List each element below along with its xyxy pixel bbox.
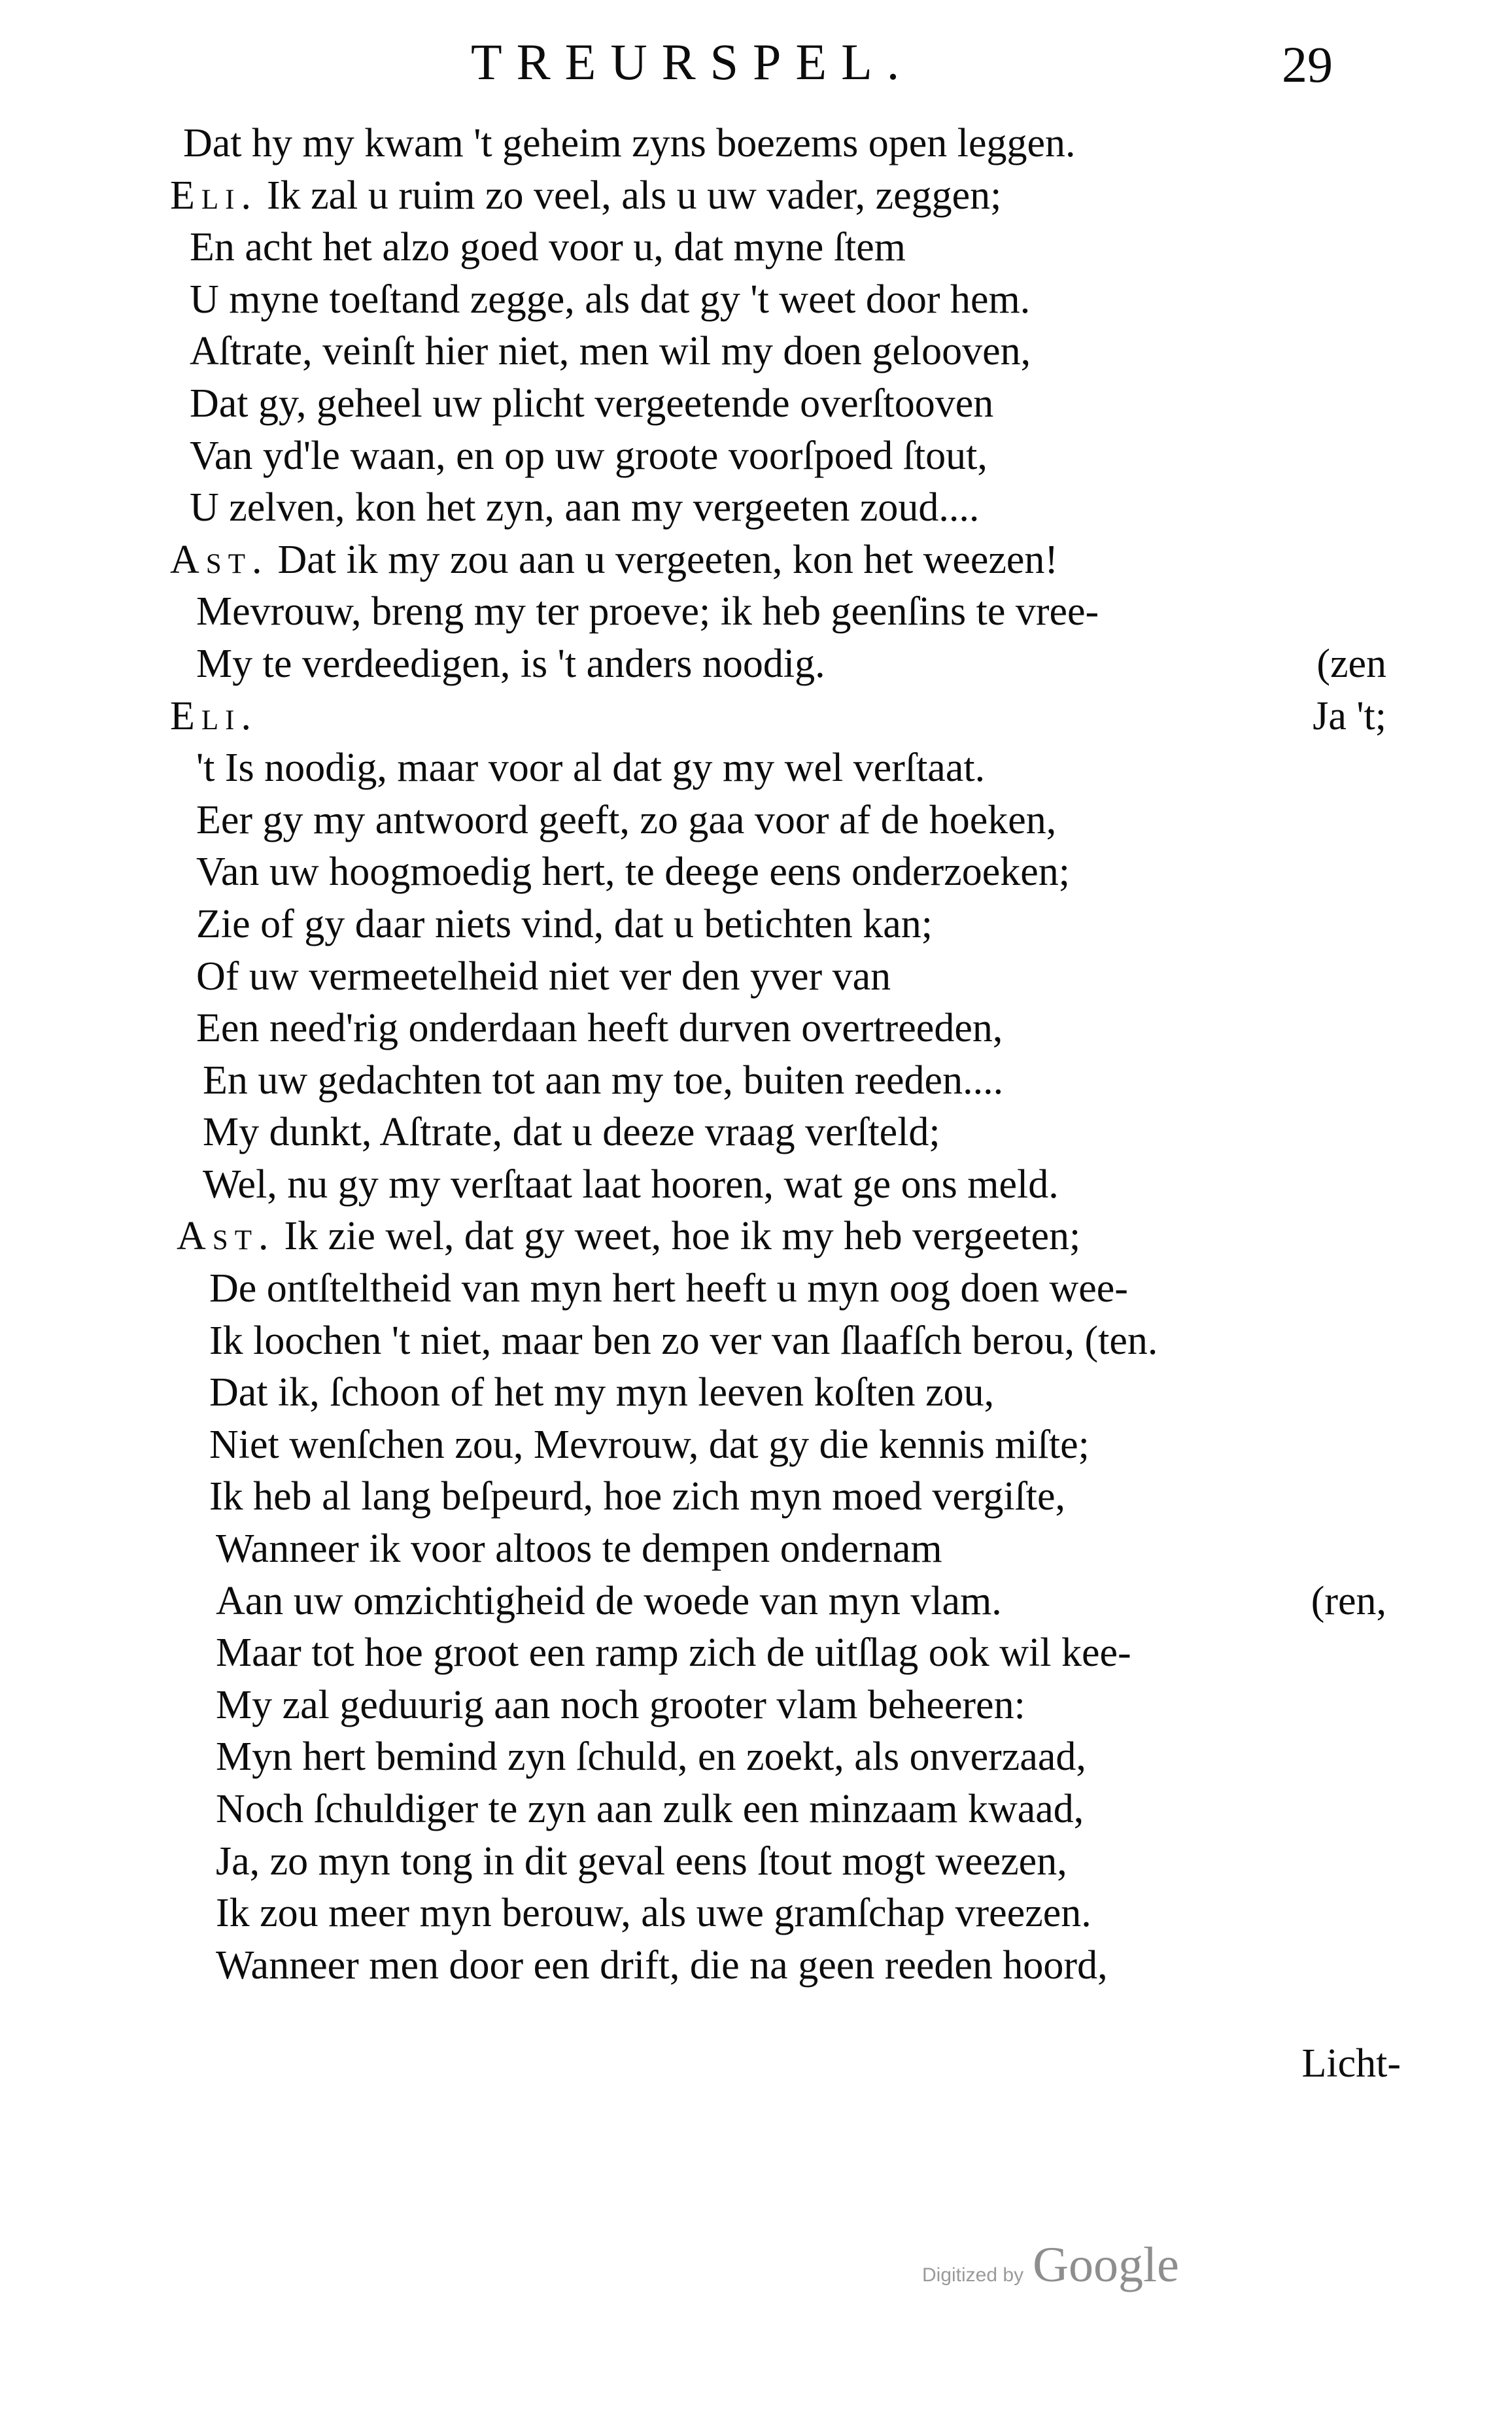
verse-line <box>170 1107 1413 1159</box>
verse-text: En acht het alzo goed voor u, dat myne ſtem <box>190 225 906 270</box>
verse-text: My te verdeedigen, is 't anders noodig. <box>196 641 825 686</box>
catchword: Licht- <box>1301 2041 1401 2086</box>
verse-line <box>170 1836 1413 1888</box>
verse-text: Mevrouw, breng my ter proeve; ik heb geenſins te vree- <box>196 589 1099 634</box>
verse-text: My dunkt, Aſtrate, dat u deeze vraag verſteld; <box>203 1110 940 1155</box>
verse-text: Aan uw omzichtigheid de woede van myn vlam. <box>216 1578 1002 1623</box>
verse-text: My zal geduurig aan noch grooter vlam beheeren: <box>216 1682 1025 1727</box>
verse-text: Van uw hoogmoedig hert, te deege eens onderzoeken; <box>196 850 1070 895</box>
speaker-label: Eli. <box>170 693 258 738</box>
verse-line <box>170 1003 1413 1055</box>
verse-text: Dat ik my zou aan u vergeeten, kon het weezen! <box>277 537 1059 582</box>
line-overflow-text: Ja 't; <box>1313 693 1386 738</box>
verse-text: Ja, zo myn tong in dit geval eens ſtout mogt weezen, <box>216 1838 1067 1884</box>
verse-line <box>170 1888 1413 1940</box>
verse-line <box>170 1211 1413 1263</box>
verse-line <box>170 586 1413 638</box>
verse-text: Wanneer ik voor altoos te dempen ondernam <box>216 1527 942 1572</box>
verse-text: Ik loochen 't niet, maar ben zo ver van ſlaafſch berou, (ten. <box>209 1318 1158 1363</box>
verse-line <box>170 742 1413 795</box>
running-title: TREURSPEL. <box>471 33 914 90</box>
verse-line <box>170 482 1413 534</box>
verse-line <box>170 1576 1413 1628</box>
digitization-watermark <box>922 2237 1179 2296</box>
verse-text: Myn hert bemind zyn ſchuld, en zoekt, als onverzaad, <box>216 1734 1086 1780</box>
verse-line <box>170 846 1413 899</box>
verse-line <box>170 691 1413 743</box>
watermark-prefix: Digitized by <box>922 2264 1024 2286</box>
speaker-label: Ast. <box>177 1214 275 1259</box>
verse-line <box>170 1419 1413 1472</box>
verse-line <box>170 1055 1413 1107</box>
verse-line <box>170 1627 1413 1680</box>
verse-line <box>170 534 1413 587</box>
verse-line <box>170 1523 1413 1576</box>
page-header <box>0 33 1512 105</box>
verse-line <box>170 1680 1413 1732</box>
verse-text: Dat ik, ſchoon of het my myn leeven koſten zou, <box>209 1370 995 1415</box>
verse-text: Niet wenſchen zou, Mevrouw, dat gy die kennis miſte; <box>209 1422 1090 1467</box>
verse-line <box>170 378 1413 430</box>
verse-text: De ontſteltheid van myn hert heeft u myn oog doen wee- <box>209 1266 1128 1311</box>
verse-text: Van yd'le waan, en op uw groote voorſpoed ſtout, <box>190 433 988 478</box>
watermark-logo: Google <box>1033 2237 1179 2292</box>
verse-line <box>170 1315 1413 1368</box>
verse-text: 't Is noodig, maar voor al dat gy my wel verſtaat. <box>196 746 986 791</box>
verse-text: U myne toeſtand zegge, als dat gy 't weet door hem. <box>190 277 1031 322</box>
verse-line <box>170 222 1413 274</box>
verse-text: Ik zal u ruim zo veel, als u uw vader, zeggen; <box>266 173 1002 218</box>
verse-text: Wel, nu gy my verſtaat laat hooren, wat ge ons meld. <box>203 1162 1059 1207</box>
verse-line <box>170 118 1413 170</box>
verse-text: Wanneer men door een drift, die na geen reeden hoord, <box>216 1942 1108 1988</box>
verse-text: Dat gy, geheel uw plicht vergeetende overſtooven <box>190 381 994 426</box>
verse-line <box>170 170 1413 222</box>
verse-text: Ik zie wel, dat gy weet, hoe ik my heb vergeeten; <box>284 1214 1081 1259</box>
verse-line <box>170 430 1413 483</box>
verse-text: Ik heb al lang beſpeurd, hoe zich myn moed vergiſte, <box>209 1474 1066 1519</box>
verse-text: Of uw vermeetelheid niet ver den yver van <box>196 954 891 999</box>
verse-text: Een need'rig onderdaan heeft durven overtreeden, <box>196 1006 1003 1051</box>
verse-text: Aſtrate, veinſt hier niet, men wil my doen gelooven, <box>190 329 1031 374</box>
verse-line <box>170 638 1413 691</box>
speaker-label: Eli. <box>170 173 258 218</box>
verse-text: Maar tot hoe groot een ramp zich de uitſlag ook wil kee- <box>216 1631 1131 1676</box>
verse-text: Dat hy my kwam 't geheim zyns boezems open leggen. <box>183 121 1076 165</box>
line-overflow-text: (zen <box>1316 641 1386 686</box>
verse-text <box>170 118 1413 1992</box>
verse-line <box>170 795 1413 847</box>
verse-text: Ik zou meer myn berouw, als uwe gramſchap vreezen. <box>216 1891 1091 1936</box>
verse-text: U zelven, kon het zyn, aan my vergeeten zoud.... <box>190 485 980 530</box>
verse-line <box>170 1159 1413 1211</box>
verse-line <box>170 274 1413 326</box>
page-number: 29 <box>1282 36 1333 93</box>
verse-line <box>170 326 1413 378</box>
verse-line <box>170 899 1413 951</box>
verse-text: En uw gedachten tot aan my toe, buiten reeden.... <box>203 1058 1004 1103</box>
verse-line <box>170 951 1413 1003</box>
verse-line <box>170 1263 1413 1315</box>
verse-line <box>170 1784 1413 1836</box>
verse-line <box>170 1940 1413 1992</box>
verse-line <box>170 1367 1413 1419</box>
verse-line <box>170 1471 1413 1523</box>
verse-line <box>170 1731 1413 1784</box>
verse-text: Eer gy my antwoord geeft, zo gaa voor af de hoeken, <box>196 797 1057 842</box>
verse-text: Noch ſchuldiger te zyn aan zulk een minzaam kwaad, <box>216 1787 1084 1831</box>
line-overflow-text: (ren, <box>1311 1578 1386 1623</box>
verse-text: Zie of gy daar niets vind, dat u betichten kan; <box>196 901 933 946</box>
speaker-label: Ast. <box>170 537 269 582</box>
